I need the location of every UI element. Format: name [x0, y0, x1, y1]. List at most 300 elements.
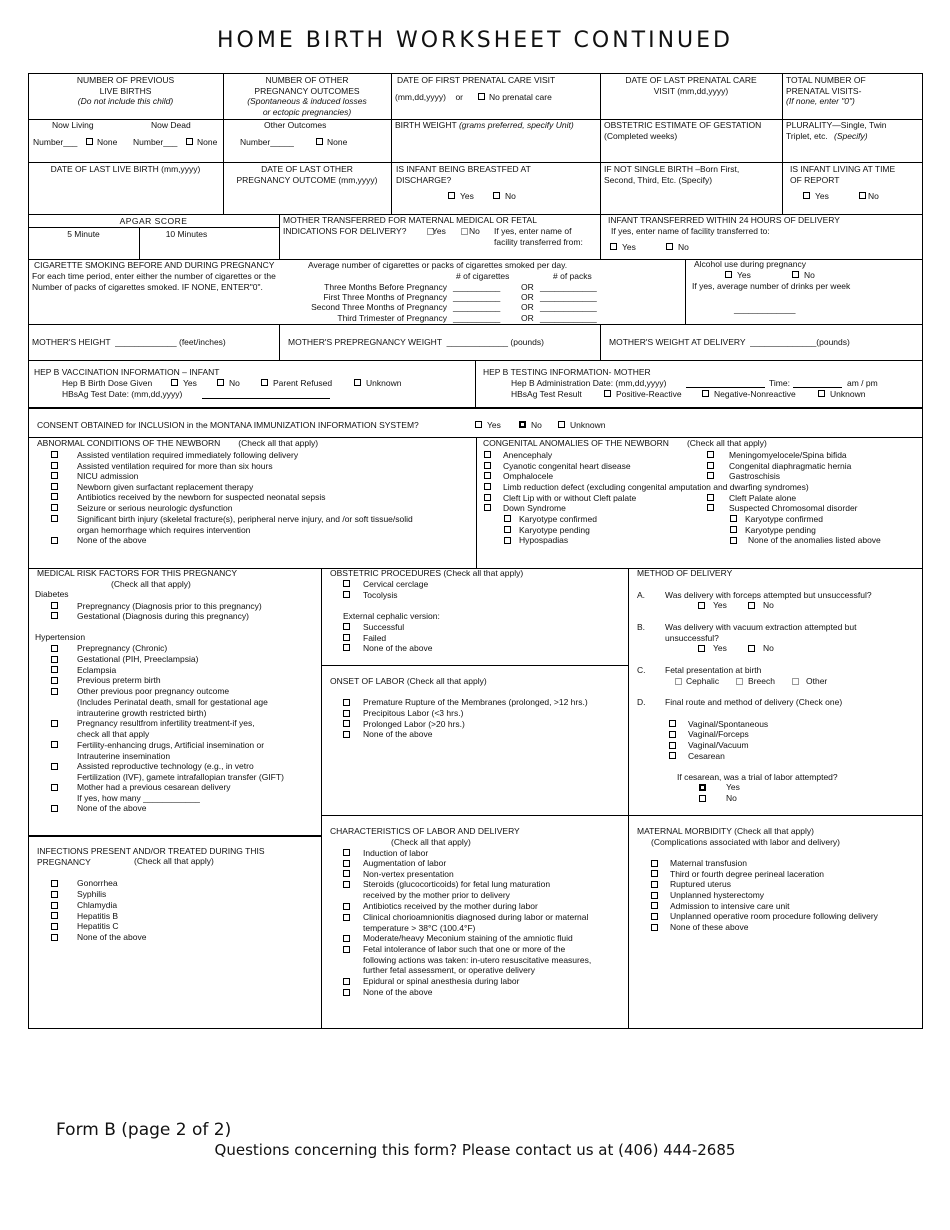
method-a-no-checkbox[interactable]: [748, 602, 755, 609]
total-prenatal-label: TOTAL NUMBER OF PRENATAL VISITS-: [786, 75, 866, 96]
congenital-left-sub-checkbox-1[interactable]: [504, 515, 511, 522]
morbidity-title: MATERNAL MORBIDITY (Check all that apply): [637, 826, 814, 836]
abnormal-item-8: None of the above: [77, 535, 147, 545]
now-living-number: Number___: [33, 137, 78, 147]
abnormal-checkbox-3[interactable]: [51, 472, 58, 479]
hepb-time-label: Time:: [769, 378, 790, 388]
consent-label: CONSENT OBTAINED for INCLUSION in the MONTANA IMMUNIZATION INFORMATION SYSTEM?: [37, 420, 419, 430]
mother-transferred-no-checkbox[interactable]: [461, 228, 468, 235]
char-checkbox-10[interactable]: [343, 989, 350, 996]
alcohol-no-label: No: [804, 270, 815, 280]
method-d-letter: D.: [637, 697, 646, 707]
infant-transferred-no-checkbox[interactable]: [666, 243, 673, 250]
infection-item-4: Hepatitis B: [77, 911, 119, 921]
hepb-admin-date-field[interactable]: [686, 379, 765, 388]
smoking-col-packs: # of packs: [553, 271, 592, 281]
risk-check: (Check all that apply): [111, 579, 191, 589]
prev-other-outcomes-note: (Spontaneous & induced losses or ectopic pregnancies): [247, 96, 367, 117]
last-prenatal-label: DATE OF LAST PRENATAL CARE VISIT (mm,dd,yyyy): [625, 75, 757, 96]
hypertension-item-5-cont: (Includes Perinatal death, small for gestational age intrauterine growth restricted birth): [77, 697, 268, 718]
method-title: METHOD OF DELIVERY: [637, 568, 733, 578]
total-prenatal-note: (If none, enter "0"): [786, 96, 855, 106]
gestation-note: (Completed weeks): [604, 131, 678, 141]
morbidity-sub: (Complications associated with labor and delivery): [651, 837, 840, 847]
infection-checkbox-3[interactable]: [51, 902, 58, 909]
obstetric-item-1: Cervical cerclage: [363, 579, 429, 589]
diabetes-checkbox-2[interactable]: [51, 612, 58, 619]
hepb-dose-label: Hep B Birth Dose Given: [62, 378, 153, 388]
external-item-2: Failed: [363, 633, 387, 643]
char-item-6: Clinical chorioamnionitis diagnosed during labor or maternal temperature > 38°C (100.4°F): [363, 912, 589, 933]
congenital-left-sub-3: Hypospadias: [519, 535, 569, 545]
trial-of-labor-question: If cesarean, was a trial of labor attempted?: [677, 772, 838, 782]
other-outcomes-none-checkbox[interactable]: [316, 138, 323, 145]
consent-no-checkbox[interactable]: [519, 421, 526, 428]
now-living-label: Now Living: [52, 120, 94, 130]
mother-prepregnancy-weight-label: MOTHER'S PREPREGNANCY WEIGHT _____________ (pounds): [288, 337, 544, 347]
other-presentation-checkbox[interactable]: [792, 678, 799, 685]
method-b-yes-label: Yes: [713, 643, 727, 653]
hepb-admin-label: Hep B Administration Date: (mm,dd,yyyy): [511, 378, 667, 388]
hepb-dose-no-checkbox[interactable]: [217, 379, 224, 386]
congenital-right-sub-3: None of the anomalies listed above: [748, 535, 881, 545]
breastfed-yes-label: Yes: [460, 191, 474, 201]
hepb-time-field[interactable]: [793, 379, 842, 388]
hbsag-negative-checkbox[interactable]: [702, 390, 709, 397]
smoking-or-1: OR: [521, 282, 534, 292]
mother-transferred-label: MOTHER TRANSFERRED FOR MATERNAL MEDICAL OR FETAL INDICATIONS FOR DELIVERY?: [283, 215, 537, 236]
alcohol-yes-checkbox[interactable]: [725, 271, 732, 278]
morbidity-item-1: Maternal transfusion: [670, 858, 748, 868]
congenital-left-item-3: Omphalocele: [503, 471, 554, 481]
first-prenatal-label: DATE OF FIRST PRENATAL CARE VISIT: [397, 75, 556, 85]
external-checkbox-1[interactable]: [343, 623, 350, 630]
congenital-right-sub-2: Karyotype pending: [745, 525, 816, 535]
art-checkbox[interactable]: [51, 763, 58, 770]
route-item-2: Vaginal/Forceps: [688, 729, 749, 739]
congenital-left-checkbox-2[interactable]: [484, 462, 491, 469]
smoking-cig-field-4[interactable]: __________: [453, 313, 501, 323]
infant-living-no-label: No: [868, 191, 879, 201]
external-version-label: External cephalic version:: [343, 611, 440, 621]
now-living-none-checkbox[interactable]: [86, 138, 93, 145]
trial-no-checkbox[interactable]: [699, 795, 706, 802]
hypertension-item-2: Gestational (PIH, Preeclampsia): [77, 654, 199, 664]
hypertension-label: Hypertension: [35, 632, 86, 642]
congenital-left-checkbox-6[interactable]: [484, 504, 491, 511]
congenital-right-sub-checkbox-2[interactable]: [730, 526, 737, 533]
method-b-no-checkbox[interactable]: [748, 645, 755, 652]
smoking-instructions: For each time period, enter either the number of cigarettes or the Number of packs of cigarettes smoked. IF NONE, ENTER"0".: [32, 271, 276, 292]
infant-transferred-label: INFANT TRANSFERRED WITHIN 24 HOURS OF DELIVERY: [608, 215, 840, 225]
hbsag-unknown-label: Unknown: [830, 389, 866, 399]
char-item-5: Antibiotics received by the mother during labor: [363, 901, 538, 911]
morbidity-item-6: Unplanned operative room procedure following delivery: [670, 911, 878, 921]
route-checkbox-3[interactable]: [669, 742, 676, 749]
morbidity-checkbox-7[interactable]: [651, 924, 658, 931]
morbidity-item-5: Admission to intensive care unit: [670, 901, 790, 911]
char-checkbox-4[interactable]: [343, 881, 350, 888]
route-checkbox-2[interactable]: [669, 731, 676, 738]
char-checkbox-1[interactable]: [343, 849, 350, 856]
now-dead-none-label: None: [197, 137, 218, 147]
hepb-ampm-label: am / pm: [847, 378, 878, 388]
method-d-question: Final route and method of delivery (Check one): [665, 697, 843, 707]
hepb-dose-refused-checkbox[interactable]: [261, 379, 268, 386]
route-item-3: Vaginal/Vacuum: [688, 740, 749, 750]
char-item-8: Fetal intolerance of labor such that one or more of the following actions was taken: in-utero resuscitative measures, further fetal assessment, or operative delivery: [363, 944, 592, 975]
morbidity-item-2: Third or fourth degree perineal laceration: [670, 869, 825, 879]
diabetes-item-1: Prepregnancy (Diagnosis prior to this pregnancy): [77, 601, 262, 611]
infertility-item: Pregnancy resultfrom infertility treatment-if yes, check all that apply: [77, 718, 255, 739]
char-checkbox-9[interactable]: [343, 978, 350, 985]
prev-other-outcomes-label: NUMBER OF OTHER PREGNANCY OUTCOMES: [254, 75, 360, 96]
breech-checkbox[interactable]: [736, 678, 743, 685]
external-checkbox-2[interactable]: [343, 634, 350, 641]
char-item-3: Non-vertex presentation: [363, 869, 454, 879]
congenital-left-sub-1: Karyotype confirmed: [519, 514, 597, 524]
infection-item-2: Syphilis: [77, 889, 107, 899]
abnormal-item-3: NICU admission: [77, 471, 139, 481]
page-title: HOME BIRTH WORKSHEET CONTINUED: [217, 28, 733, 53]
now-dead-label: Now Dead: [151, 120, 191, 130]
abnormal-checkbox-5[interactable]: [51, 493, 58, 500]
congenital-title: CONGENITAL ANOMALIES OF THE NEWBORN (Check all that apply): [483, 438, 767, 448]
method-a-question: Was delivery with forceps attempted but unsuccessful?: [665, 590, 872, 600]
trial-yes-checkbox[interactable]: [699, 784, 706, 791]
mother-transferred-no-label: No: [469, 226, 480, 236]
risk-none-checkbox[interactable]: [51, 805, 58, 812]
onset-checkbox-2[interactable]: [343, 710, 350, 717]
diabetes-item-2: Gestational (Diagnosis during this pregnancy): [77, 611, 249, 621]
abnormal-checkbox-1[interactable]: [51, 451, 58, 458]
congenital-right-checkbox-2[interactable]: [707, 462, 714, 469]
abnormal-item-7: Significant birth injury (skeletal fracture(s), peripheral nerve injury, and /or soft tissue/solid: [77, 514, 413, 524]
congenital-right-checkbox-1[interactable]: [707, 451, 714, 458]
fertility-drugs-item: Fertility-enhancing drugs, Artificial insemination or Intrauterine insemination: [77, 740, 265, 761]
congenital-left-checkbox-5[interactable]: [484, 494, 491, 501]
external-item-3: None of the above: [363, 643, 433, 653]
risk-title: MEDICAL RISK FACTORS FOR THIS PREGNANCY: [37, 568, 238, 578]
infant-transferred-sub: If yes, enter name of facility transferred to:: [611, 226, 770, 236]
infant-living-label: IS INFANT LIVING AT TIME OF REPORT: [790, 164, 896, 185]
infant-transferred-yes-label: Yes: [622, 242, 636, 252]
trial-no-label: No: [726, 793, 737, 803]
congenital-right-item-2: Congenital diaphragmatic hernia: [729, 461, 852, 471]
congenital-right-sub-checkbox-3[interactable]: [730, 537, 737, 544]
form-id-label: Form B (page 2 of 2): [56, 1120, 232, 1140]
consent-yes-label: Yes: [487, 420, 501, 430]
char-checkbox-8[interactable]: [343, 946, 350, 953]
abnormal-checkbox-2[interactable]: [51, 462, 58, 469]
route-checkbox-1[interactable]: [669, 720, 676, 727]
diabetes-label: Diabetes: [35, 589, 69, 599]
morbidity-checkbox-1[interactable]: [651, 860, 658, 867]
method-b-question: Was delivery with vacuum extraction attempted but unsuccessful?: [665, 622, 857, 643]
consent-yes-checkbox[interactable]: [475, 421, 482, 428]
plurality-label: PLURALITY—Single, Twin Triplet, etc.: [786, 120, 887, 141]
alcohol-label: Alcohol use during pregnancy: [694, 259, 806, 269]
apgar-label: APGAR SCORE: [119, 216, 188, 226]
obstetric-title: OBSTETRIC PROCEDURES (Check all that apply): [330, 568, 524, 578]
infection-item-5: Hepatitis C: [77, 921, 119, 931]
now-dead-none-checkbox[interactable]: [186, 138, 193, 145]
cephalic-label: Cephalic: [686, 676, 720, 686]
prev-live-births-label: NUMBER OF PREVIOUS LIVE BIRTHS: [76, 75, 175, 96]
infections-title: INFECTIONS PRESENT AND/OR TREATED DURING THIS PREGNANCY: [37, 846, 265, 867]
hepb-dose-no-label: No: [229, 378, 240, 388]
infection-checkbox-4[interactable]: [51, 912, 58, 919]
smoking-cig-field-3[interactable]: __________: [453, 302, 501, 312]
smoking-cig-field-2[interactable]: __________: [453, 292, 501, 302]
morbidity-item-7: None of these above: [670, 922, 749, 932]
congenital-left-item-4: Limb reduction defect (excluding congenital amputation and dwarfing syndromes): [503, 482, 809, 492]
abnormal-item-6: Seizure or serious neurologic dysfunction: [77, 503, 233, 513]
smoking-pack-field-4[interactable]: ____________: [540, 313, 597, 323]
diabetes-checkbox-1[interactable]: [51, 602, 58, 609]
not-single-label: IF NOT SINGLE BIRTH –Born First, Second, Third, Etc. (Specify): [604, 164, 740, 185]
breastfed-yes-checkbox[interactable]: [448, 192, 455, 199]
prev-cesarean-checkbox[interactable]: [51, 784, 58, 791]
hypertension-checkbox-3[interactable]: [51, 666, 58, 673]
prev-cesarean-item: Mother had a previous cesarean delivery If yes, how many ____________: [77, 782, 231, 803]
congenital-left-sub-2: Karyotype pending: [519, 525, 590, 535]
hepb-dose-yes-label: Yes: [183, 378, 197, 388]
congenital-right-sub-1: Karyotype confirmed: [745, 514, 823, 524]
last-other-outcome-label: DATE OF LAST OTHER PREGNANCY OUTCOME (mm,yyyy): [236, 164, 378, 185]
onset-item-1: Premature Rupture of the Membranes (prolonged, >12 hrs.): [363, 697, 588, 707]
obstetric-checkbox-1[interactable]: [343, 580, 350, 587]
smoking-or-4: OR: [521, 313, 534, 323]
onset-item-3: Prolonged Labor (>20 hrs.): [363, 719, 465, 729]
char-item-4: Steroids (glucocorticoids) for fetal lung maturation received by the mother prior to delivery: [363, 879, 551, 900]
alcohol-yes-label: Yes: [737, 270, 751, 280]
hbsag-result-label: HBsAg Test Result: [511, 389, 582, 399]
hepb-dose-unknown-checkbox[interactable]: [354, 379, 361, 386]
alcohol-no-checkbox[interactable]: [792, 271, 799, 278]
hypertension-checkbox-5[interactable]: [51, 688, 58, 695]
now-living-none-label: None: [97, 137, 118, 147]
smoking-period-3: Second Three Months of Pregnancy: [311, 302, 447, 312]
hepb-dose-unknown-label: Unknown: [366, 378, 402, 388]
alcohol-drinks-field[interactable]: _____________: [734, 304, 796, 314]
abnormal-checkbox-6[interactable]: [51, 504, 58, 511]
congenital-left-sub-checkbox-2[interactable]: [504, 526, 511, 533]
infection-checkbox-6[interactable]: [51, 934, 58, 941]
onset-checkbox-3[interactable]: [343, 720, 350, 727]
hbsag-test-date-field[interactable]: [202, 390, 330, 399]
method-a-letter: A.: [637, 590, 646, 600]
abnormal-item-2: Assisted ventilation required for more than six hours: [77, 461, 273, 471]
congenital-left-sub-checkbox-3[interactable]: [504, 537, 511, 544]
hepb-mother-title: HEP B TESTING INFORMATION- MOTHER: [483, 367, 651, 377]
risk-none-item: None of the above: [77, 803, 147, 813]
first-prenatal-format: (mm,dd,yyyy) or: [395, 92, 464, 102]
mother-transferred-yes-label: Yes: [432, 226, 446, 236]
abnormal-title: ABNORMAL CONDITIONS OF THE NEWBORN (Check all that apply): [37, 438, 319, 448]
char-item-9: Epidural or spinal anesthesia during labor: [363, 976, 520, 986]
abnormal-checkbox-7[interactable]: [51, 515, 58, 522]
congenital-right-sub-checkbox-1[interactable]: [730, 515, 737, 522]
plurality-note: (Specify): [834, 131, 868, 141]
smoking-or-3: OR: [521, 302, 534, 312]
smoking-period-2: First Three Months of Pregnancy: [323, 292, 447, 302]
no-prenatal-care-label: No prenatal care: [489, 92, 552, 102]
congenital-left-item-6: Down Syndrome: [503, 503, 566, 513]
congenital-right-checkbox-4[interactable]: [707, 494, 714, 501]
smoking-pack-field-1[interactable]: ____________: [540, 282, 597, 292]
last-live-birth-label: DATE OF LAST LIVE BIRTH (mm,yyyy): [50, 164, 201, 174]
other-outcomes-label: Other Outcomes: [264, 120, 327, 130]
congenital-right-checkbox-5[interactable]: [707, 504, 714, 511]
abnormal-item-5: Antibiotics received by the newborn for suspected neonatal sepsis: [77, 492, 326, 502]
hbsag-negative-label: Negative-Nonreactive: [714, 389, 796, 399]
alcohol-drinks-label: If yes, average number of drinks per week: [692, 281, 851, 291]
consent-no-label: No: [531, 420, 542, 430]
cephalic-checkbox[interactable]: [675, 678, 682, 685]
morbidity-checkbox-4[interactable]: [651, 892, 658, 899]
smoking-period-1: Three Months Before Pregnancy: [324, 282, 447, 292]
infant-living-yes-label: Yes: [815, 191, 829, 201]
abnormal-item-1: Assisted ventilation required immediately following delivery: [77, 450, 299, 460]
abnormal-item-4: Newborn given surfactant replacement therapy: [77, 482, 254, 492]
smoking-cig-field-1[interactable]: __________: [453, 282, 501, 292]
hypertension-checkbox-1[interactable]: [51, 645, 58, 652]
abnormal-checkbox-4[interactable]: [51, 483, 58, 490]
hypertension-item-5: Other previous poor pregnancy outcome: [77, 686, 230, 696]
other-outcomes-none-label: None: [327, 137, 348, 147]
method-a-no-label: No: [763, 600, 774, 610]
hbsag-unknown-checkbox[interactable]: [818, 390, 825, 397]
obstetric-checkbox-2[interactable]: [343, 591, 350, 598]
art-item: Assisted reproductive technology (e.g., in vetro Fertilization (IVF), gamete intrafallopian transfer (GIFT): [77, 761, 284, 782]
hepb-dose-yes-checkbox[interactable]: [171, 379, 178, 386]
infections-check: (Check all that apply): [134, 856, 214, 866]
breastfed-no-checkbox[interactable]: [493, 192, 500, 199]
infant-transferred-yes-checkbox[interactable]: [610, 243, 617, 250]
route-item-1: Vaginal/Spontaneous: [688, 719, 769, 729]
apgar-5-minute: 5 Minute: [67, 229, 100, 239]
morbidity-checkbox-5[interactable]: [651, 902, 658, 909]
breastfed-label: IS INFANT BEING BREASTFED AT DISCHARGE?: [396, 164, 531, 185]
smoking-title: CIGARETTE SMOKING BEFORE AND DURING PREGNANCY: [34, 260, 275, 270]
morbidity-checkbox-2[interactable]: [651, 870, 658, 877]
mother-delivery-weight-label: MOTHER'S WEIGHT AT DELIVERY ______________(pounds): [609, 337, 850, 347]
method-b-no-label: No: [763, 643, 774, 653]
hbsag-positive-checkbox[interactable]: [604, 390, 611, 397]
char-checkbox-6[interactable]: [343, 914, 350, 921]
congenital-right-checkbox-3[interactable]: [707, 472, 714, 479]
no-prenatal-care-checkbox[interactable]: [478, 93, 485, 100]
now-dead-number: Number___: [133, 137, 178, 147]
onset-checkbox-4[interactable]: [343, 731, 350, 738]
prev-live-births-note: (Do not include this child): [77, 96, 174, 106]
consent-unknown-label: Unknown: [570, 420, 606, 430]
mother-transferred-tail: If yes, enter name of facility transferred from:: [494, 226, 583, 247]
birth-weight-label: BIRTH WEIGHT (grams preferred, specify Unit): [395, 120, 574, 130]
smoking-or-2: OR: [521, 292, 534, 302]
congenital-right-item-3: Gastroschisis: [729, 471, 781, 481]
external-checkbox-3[interactable]: [343, 644, 350, 651]
hbsag-positive-label: Positive-Reactive: [616, 389, 682, 399]
morbidity-checkbox-3[interactable]: [651, 881, 658, 888]
method-c-question: Fetal presentation at birth: [665, 665, 762, 675]
hepb-infant-title: HEP B VACCINATION INFORMATION – INFANT: [34, 367, 220, 377]
hypertension-item-3: Eclampsia: [77, 665, 117, 675]
infection-item-3: Chlamydia: [77, 900, 118, 910]
route-checkbox-4[interactable]: [669, 752, 676, 759]
breastfed-no-label: No: [505, 191, 516, 201]
smoking-period-4: Third Trimester of Pregnancy: [337, 313, 447, 323]
char-item-2: Augmentation of labor: [363, 858, 447, 868]
breech-label: Breech: [748, 676, 775, 686]
infertility-checkbox[interactable]: [51, 720, 58, 727]
characteristics-title: CHARACTERISTICS OF LABOR AND DELIVERY: [330, 826, 520, 836]
char-checkbox-5[interactable]: [343, 903, 350, 910]
congenital-right-item-5: Suspected Chromosomal disorder: [729, 503, 858, 513]
other-presentation-label: Other: [806, 676, 828, 686]
congenital-left-item-1: Anencephaly: [503, 450, 553, 460]
infection-checkbox-2[interactable]: [51, 891, 58, 898]
contact-line: Questions concerning this form? Please contact us at (406) 444-2685: [214, 1141, 736, 1159]
char-checkbox-7[interactable]: [343, 935, 350, 942]
method-a-yes-checkbox[interactable]: [698, 602, 705, 609]
infant-living-yes-checkbox[interactable]: [803, 192, 810, 199]
consent-unknown-checkbox[interactable]: [558, 421, 565, 428]
congenital-left-checkbox-4[interactable]: [484, 483, 491, 490]
gestation-label: OBSTETRIC ESTIMATE OF GESTATION: [604, 120, 762, 130]
onset-title: ONSET OF LABOR (Check all that apply): [330, 676, 487, 686]
smoking-pack-field-2[interactable]: ____________: [540, 292, 597, 302]
hypertension-item-1: Prepregnancy (Chronic): [77, 643, 168, 653]
onset-item-2: Precipitous Labor (<3 hrs.): [363, 708, 464, 718]
congenital-right-item-1: Meningomyelocele/Spina bifida: [729, 450, 847, 460]
congenital-left-item-5: Cleft Lip with or without Cleft palate: [503, 493, 637, 503]
abnormal-checkbox-8[interactable]: [51, 537, 58, 544]
external-item-1: Successful: [363, 622, 405, 632]
hypertension-item-4: Previous preterm birth: [77, 675, 161, 685]
smoking-subtitle: Average number of cigarettes or packs of cigarettes smoked per day.: [308, 260, 568, 270]
morbidity-checkbox-6[interactable]: [651, 913, 658, 920]
congenital-left-item-2: Cyanotic congenital heart disease: [503, 461, 631, 471]
morbidity-item-4: Unplanned hysterectomy: [670, 890, 765, 900]
congenital-left-checkbox-1[interactable]: [484, 451, 491, 458]
other-outcomes-number: Number_____: [240, 137, 294, 147]
hypertension-checkbox-2[interactable]: [51, 656, 58, 663]
congenital-left-checkbox-3[interactable]: [484, 472, 491, 479]
hypertension-checkbox-4[interactable]: [51, 677, 58, 684]
mother-height-label: MOTHER'S HEIGHT _____________ (feet/inches): [32, 337, 226, 347]
infection-checkbox-5[interactable]: [51, 923, 58, 930]
infection-checkbox-1[interactable]: [51, 880, 58, 887]
obstetric-item-2: Tocolysis: [363, 590, 398, 600]
route-item-4: Cesarean: [688, 751, 725, 761]
char-item-7: Moderate/heavy Meconium staining of the amniotic fluid: [363, 933, 573, 943]
char-item-10: None of the above: [363, 987, 433, 997]
char-checkbox-2[interactable]: [343, 860, 350, 867]
fertility-drugs-checkbox[interactable]: [51, 741, 58, 748]
trial-yes-label: Yes: [726, 782, 740, 792]
characteristics-check: (Check all that apply): [391, 837, 471, 847]
infant-living-no-checkbox[interactable]: [859, 192, 866, 199]
hepb-dose-refused-label: Parent Refused: [273, 378, 333, 388]
char-checkbox-3[interactable]: [343, 870, 350, 877]
infant-transferred-no-label: No: [678, 242, 689, 252]
smoking-pack-field-3[interactable]: ____________: [540, 302, 597, 312]
infection-item-1: Gonorrhea: [77, 878, 118, 888]
method-b-yes-checkbox[interactable]: [698, 645, 705, 652]
onset-checkbox-1[interactable]: [343, 699, 350, 706]
